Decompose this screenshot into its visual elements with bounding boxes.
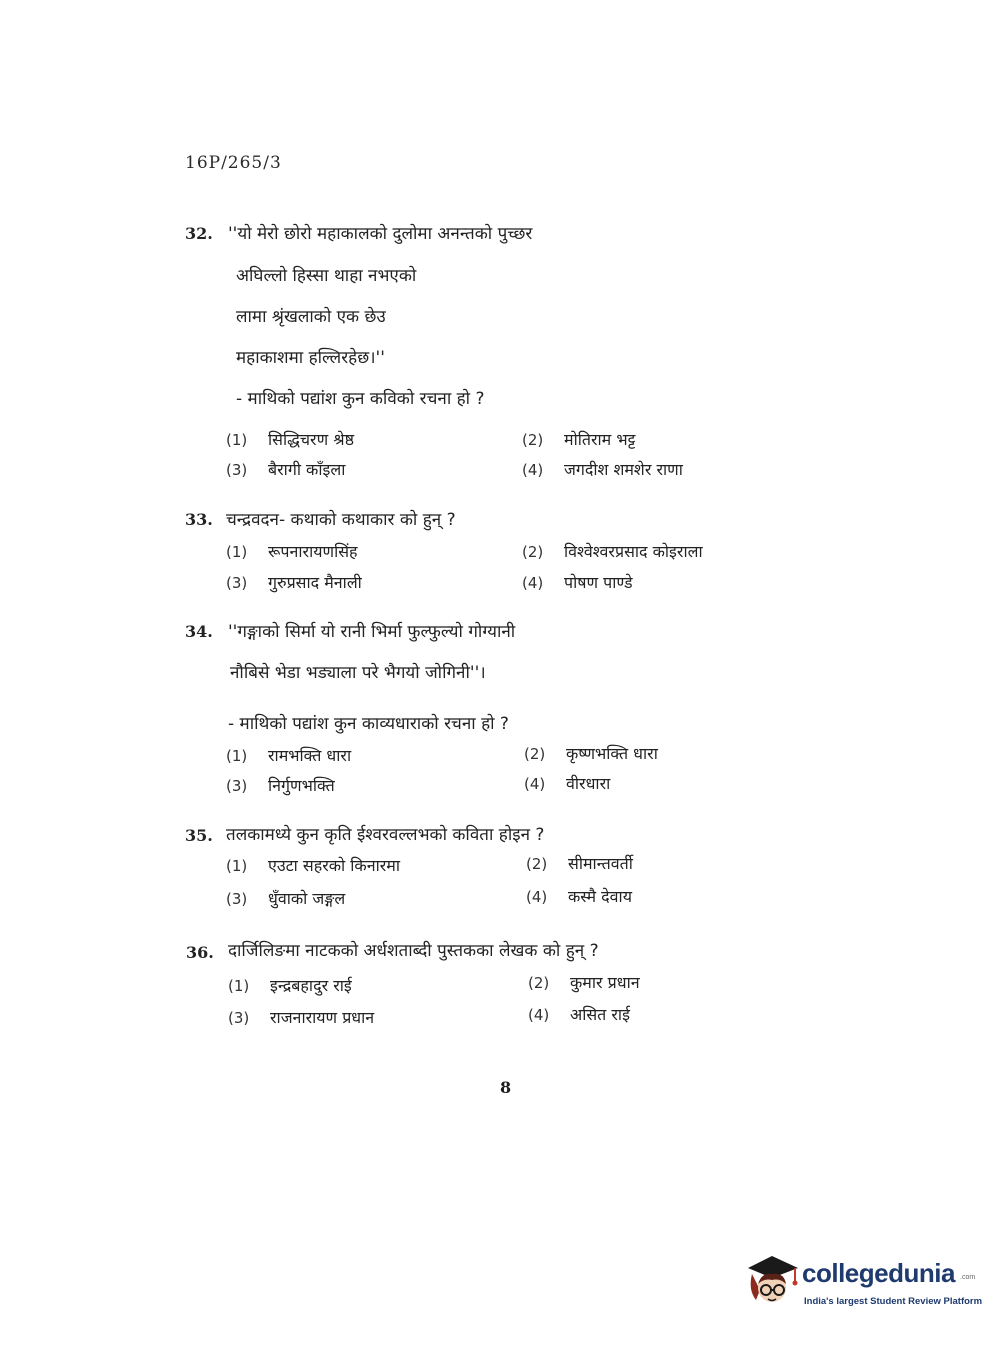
option-number: (3) (226, 574, 248, 592)
option-number: (3) (226, 461, 248, 479)
option-1 (226, 428, 354, 450)
option-text: रामभक्ति धारा (268, 746, 352, 765)
option-2 (522, 428, 635, 450)
brand-tagline: India's largest Student Review Platform (804, 1296, 983, 1307)
option-number: (1) (226, 543, 248, 561)
question-number: 36. (186, 943, 214, 962)
option-1 (226, 744, 351, 766)
option-4 (524, 772, 610, 794)
option-1 (228, 974, 352, 996)
paper-code: 16P/265/3 (185, 153, 282, 173)
option-text: सिद्धिचरण श्रेष्ठ (268, 430, 354, 449)
question-line: महाकाशमा हल्लिरहेछ।'' (236, 348, 385, 368)
option-number: (4) (522, 461, 544, 479)
question-line: ''गङ्गाको सिर्मा यो रानी भिर्मा फुल्फुल्यो गोग्यानी (228, 622, 516, 642)
question-number: 35. (185, 826, 213, 845)
option-text: बैरागी काँइला (268, 460, 346, 479)
question-line: दार्जिलिङमा नाटकको अर्धशताब्दी पुस्तकका लेखक को हुन् ? (228, 941, 599, 961)
option-text: धुँवाको जङ्गल (268, 889, 346, 908)
question-line: अघिल्लो हिस्सा थाहा नभएको (236, 266, 417, 286)
question-prompt: - माथिको पद्यांश कुन कविको रचना हो ? (236, 389, 485, 409)
option-number: (3) (226, 777, 248, 795)
option-number: (2) (528, 974, 550, 992)
collegedunia-watermark (742, 1250, 983, 1320)
option-text: रूपनारायणसिंह (268, 542, 358, 561)
option-4 (528, 1003, 630, 1025)
option-1 (226, 854, 400, 876)
option-2 (522, 540, 703, 562)
option-text: जगदीश शमशेर राणा (564, 460, 683, 479)
option-number: (4) (524, 775, 546, 793)
option-text: वीरधारा (566, 774, 611, 793)
brand-name: collegedunia (802, 1258, 955, 1288)
option-number: (1) (226, 747, 248, 765)
question-prompt: - माथिको पद्यांश कुन काव्यधाराको रचना हो ? (228, 714, 509, 734)
option-text: गुरुप्रसाद मैनाली (268, 573, 362, 592)
option-2 (524, 742, 658, 764)
option-4 (522, 571, 633, 593)
option-number: (1) (228, 977, 250, 995)
question-line: चन्द्रवदन- कथाको कथाकार को हुन् ? (226, 510, 456, 530)
option-text: कस्मै देवाय (568, 887, 632, 906)
option-3 (228, 1006, 374, 1028)
option-3 (226, 571, 362, 593)
question-number: 33. (185, 510, 213, 529)
option-text: एउटा सहरको किनारमा (268, 856, 400, 875)
question-line: लामा श्रृंखलाको एक छेउ (236, 307, 386, 327)
option-number: (1) (226, 857, 248, 875)
question-line: नौबिसे भेडा भड्याला परे भैगयो जोगिनी''। (230, 663, 486, 683)
option-text: पोषण पाण्डे (564, 573, 633, 592)
option-text: निर्गुणभक्ति (268, 776, 335, 795)
option-text: राजनारायण प्रधान (270, 1008, 375, 1027)
option-number: (3) (226, 890, 248, 908)
question-line: ''यो मेरो छोरो महाकालको दुलोमा अनन्तको पुच्छर (228, 224, 533, 244)
option-1 (226, 540, 358, 562)
option-2 (526, 852, 633, 874)
option-number: (1) (226, 431, 248, 449)
option-number: (4) (528, 1006, 550, 1024)
option-number: (2) (524, 745, 546, 763)
option-4 (526, 885, 632, 907)
question-line: तलकामध्ये कुन कृति ईश्वरवल्लभको कविता होइन ? (226, 825, 545, 845)
option-2 (528, 971, 640, 993)
option-number: (3) (228, 1009, 250, 1027)
option-text: कृष्णभक्ति धारा (566, 744, 658, 763)
option-3 (226, 887, 345, 909)
option-text: मोतिराम भट्ट (564, 430, 636, 449)
option-3 (226, 458, 345, 480)
option-text: विश्वेश्वरप्रसाद कोइराला (564, 542, 703, 561)
option-text: कुमार प्रधान (570, 973, 640, 992)
option-text: इन्द्रबहादुर राई (270, 976, 352, 995)
option-number: (2) (522, 431, 544, 449)
option-number: (2) (526, 855, 548, 873)
option-text: सीमान्तवर्ती (568, 854, 633, 873)
option-number: (4) (522, 574, 544, 592)
brand-domain: .com (960, 1274, 976, 1281)
option-4 (522, 458, 683, 480)
question-number: 32. (185, 224, 213, 243)
option-number: (2) (522, 543, 544, 561)
option-text: असित राई (570, 1005, 630, 1024)
page-number: 8 (500, 1078, 512, 1097)
option-3 (226, 774, 335, 796)
option-number: (4) (526, 888, 548, 906)
question-number: 34. (185, 622, 213, 641)
graduate-mascot-icon (742, 1250, 802, 1310)
